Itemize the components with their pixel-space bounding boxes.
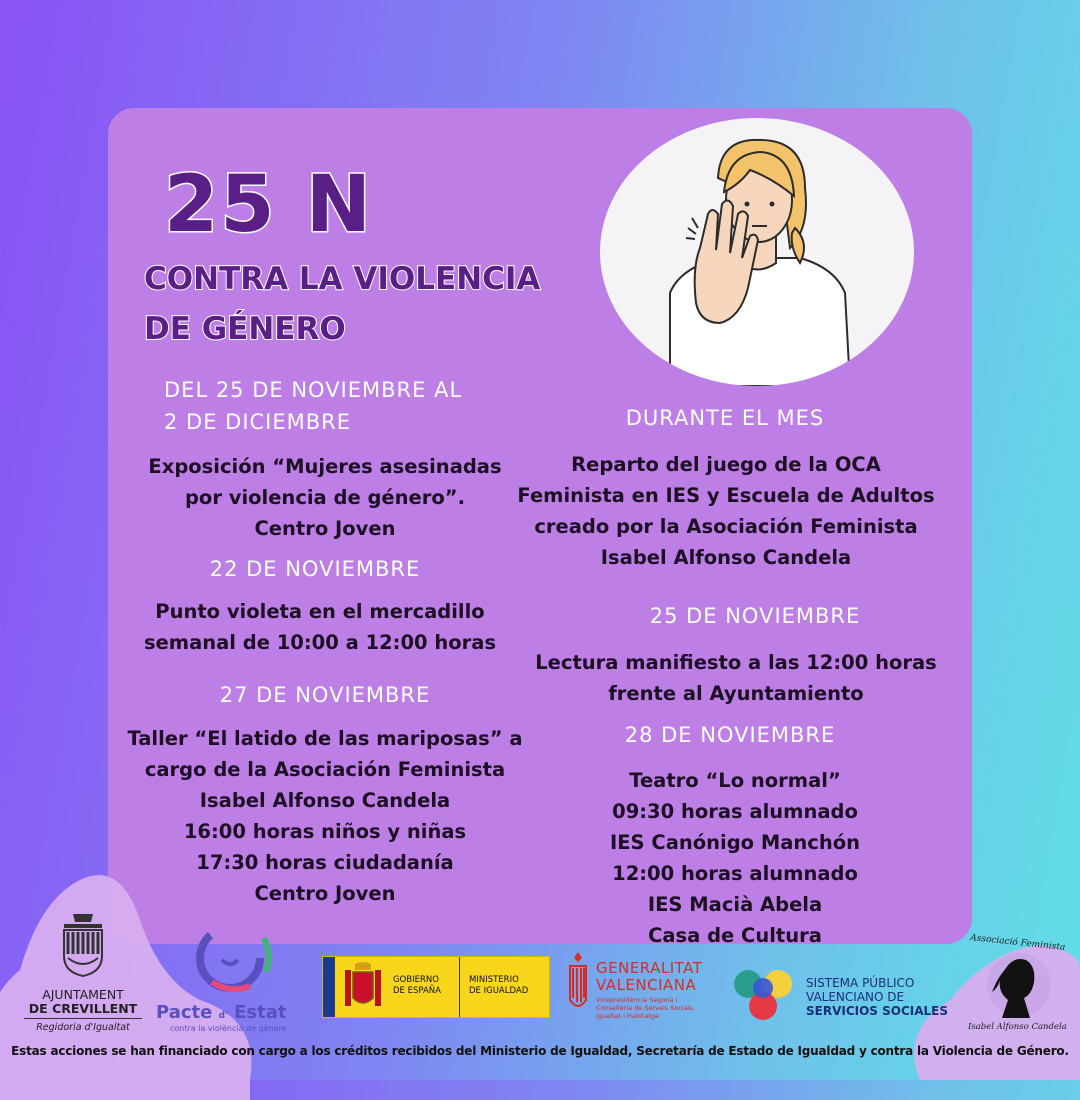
text-line: frente al Ayuntamiento	[608, 682, 864, 705]
text-line: Lectura manifiesto a las 12:00 horas	[535, 651, 937, 674]
logo-text-line: SISTEMA PÚBLICO	[806, 976, 915, 990]
servicios-sociales-circles-icon	[732, 966, 796, 1026]
date-22-nov: 22 DE NOVIEMBRE	[209, 557, 421, 581]
pacte-d: d'	[218, 1011, 228, 1021]
logo-text-line: VALENCIANA	[596, 976, 697, 994]
text-line: creado por la Asociación Feminista	[534, 515, 918, 538]
asoc-top-text: Associació Feminista	[969, 933, 1066, 953]
gobierno-espana-logo	[322, 956, 550, 1018]
text-line: Reparto del juego de la OCA	[571, 453, 881, 476]
logo-text-line: VALENCIANO DE	[806, 990, 905, 1004]
gva-subtitle	[596, 996, 695, 1020]
woman-stop-gesture-illustration	[600, 118, 914, 386]
date-27-nov: 27 DE NOVIEMBRE	[219, 683, 431, 707]
gva-title	[596, 960, 702, 994]
crevillent-shield-icon	[58, 910, 108, 978]
date-line: DEL 25 DE NOVIEMBRE AL	[164, 378, 463, 402]
gva-emblem-icon	[566, 952, 590, 1014]
text-line: 16:00 horas niños y niñas	[183, 820, 467, 843]
pacte-estat-logo	[152, 920, 302, 1040]
text-line: Centro Joven	[254, 882, 396, 905]
logo-text-line: GENERALITAT	[596, 959, 703, 977]
text-line: Isabel Alfonso Candela	[600, 546, 852, 569]
logo-text-line: Igualtat i Habitatge	[596, 1012, 659, 1020]
servicios-sociales-text	[806, 976, 948, 1018]
associacio-feminista-logo	[964, 933, 1080, 1036]
text-line: IES Canónigo Manchón	[609, 831, 861, 854]
gobierno-text	[393, 975, 441, 997]
crevillent-name	[18, 988, 148, 1035]
logo-text-line: Vicepresidència Segona i	[596, 996, 678, 1004]
logo-text-line: Conselleria de Serveis Socials,	[596, 1004, 695, 1012]
logo-text-line: Regidoria d'Igualtat	[24, 1018, 142, 1035]
logo-divider	[459, 957, 460, 1017]
page-title: 25 N	[164, 160, 373, 250]
text-line: Punto violeta en el mercadillo	[155, 600, 485, 623]
text-line: Centro Joven	[254, 517, 396, 540]
logo-text-line: DE ESPAÑA	[393, 986, 441, 996]
punto-violeta-text	[130, 596, 510, 658]
funding-footer: Estas acciones se han financiado con cargo a los créditos recibidos del Ministerio de Igualdad, Secretaría de Estado de Igualdad y contra la Violencia de Género.	[11, 1044, 1069, 1058]
eu-flag-icon	[323, 957, 335, 1017]
reparto-oca-text	[510, 449, 942, 573]
lectura-manifiesto-text	[520, 647, 952, 709]
logo-text-line: SERVICIOS SOCIALES	[806, 1004, 949, 1018]
ministerio-text	[469, 975, 528, 997]
pacte-estat-word: Estat	[234, 1002, 287, 1023]
teatro-text	[560, 765, 910, 951]
text-line: Teatro “Lo normal”	[629, 769, 841, 792]
date-25-nov: 25 DE NOVIEMBRE	[649, 604, 861, 628]
date-25-nov-2-dic	[164, 374, 462, 438]
text-line: 09:30 horas alumnado	[612, 800, 858, 823]
servicios-sociales-logo	[732, 966, 972, 1030]
text-line: cargo de la Asociación Feminista	[144, 758, 506, 781]
pacte-title	[156, 1002, 286, 1023]
text-line: Taller “El latido de las mariposas” a	[127, 727, 523, 750]
asoc-bottom-text: Isabel Alfonso Candela	[968, 1022, 1067, 1032]
date-durante-el-mes: DURANTE EL MES	[625, 406, 825, 430]
pacte-circle-icon	[182, 920, 292, 1000]
generalitat-valenciana-logo	[566, 952, 726, 1022]
ajuntament-crevillent-logo	[18, 910, 148, 1040]
date-28-nov: 28 DE NOVIEMBRE	[624, 723, 836, 747]
text-line: IES Macià Abela	[647, 893, 823, 916]
text-line: Exposición “Mujeres asesinadas	[148, 455, 502, 478]
logo-text-line: DE CREVILLENT	[28, 1001, 138, 1016]
text-line: Casa de Cultura	[648, 924, 822, 947]
pacte-word: Pacte	[156, 1002, 213, 1023]
text-line: Feminista en IES y Escuela de Adultos	[517, 484, 935, 507]
text-line: semanal de 10:00 a 12:00 horas	[143, 631, 497, 654]
text-line: Isabel Alfonso Candela	[199, 789, 451, 812]
subtitle-line-1: CONTRA LA VIOLENCIA	[144, 261, 541, 297]
subtitle-line-2: DE GÉNERO	[144, 311, 346, 347]
text-line: por violencia de género”.	[184, 486, 466, 509]
logo-text-line: DE IGUALDAD	[469, 986, 529, 996]
pacte-subtitle: contra la violència de gènere	[170, 1024, 287, 1033]
page-subtitle	[144, 254, 584, 354]
date-line: 2 DE DICIEMBRE	[164, 410, 352, 434]
text-line: 17:30 horas ciudadanía	[196, 851, 454, 874]
woman-silhouette-icon	[984, 948, 1054, 1022]
exposicion-text	[130, 451, 520, 544]
logo-text-line: MINISTERIO	[469, 975, 519, 985]
logo-text-line: AJUNTAMENT	[42, 987, 124, 1002]
spain-coat-of-arms-icon	[341, 962, 385, 1012]
logo-text-line: GOBIERNO	[393, 975, 439, 985]
text-line: 12:00 horas alumnado	[612, 862, 858, 885]
